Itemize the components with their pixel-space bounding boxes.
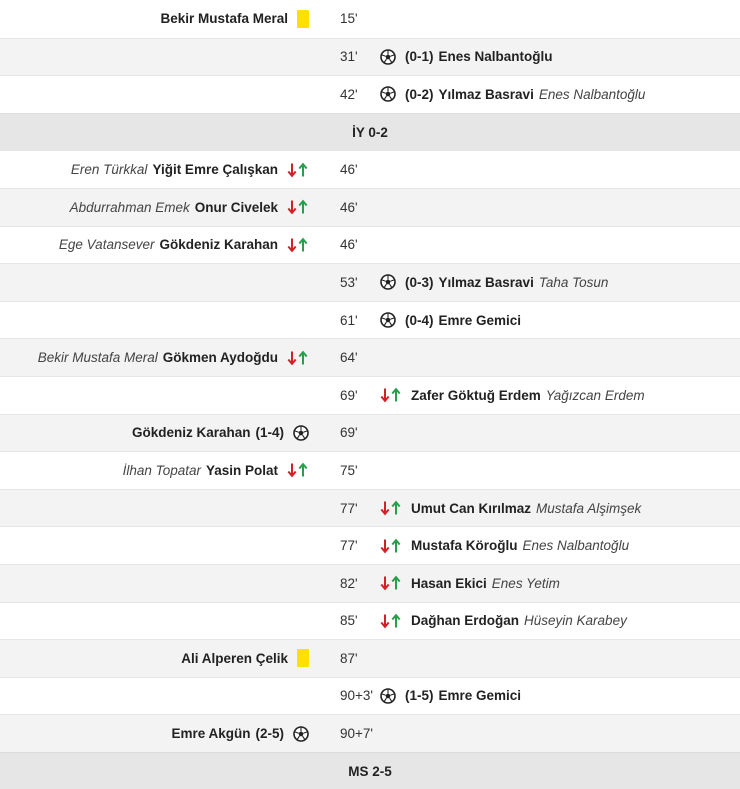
event-minute: 69' [340,425,358,441]
substitution-icon [287,462,309,478]
goal-score: (0-3) [405,274,434,290]
away-event [380,302,521,339]
home-event [123,452,309,489]
event-row [0,714,740,752]
event-row [0,226,740,264]
event-minute: 77' [340,500,358,516]
event-row [0,263,740,301]
event-minute: 46' [340,199,358,215]
period-score: MS 2-5 [348,763,392,779]
player-in-name: Gökmen Aydoğdu [162,350,278,366]
substitution-icon [380,575,402,591]
substitution-icon [287,199,309,215]
scorer-name: Emre Gemici [438,312,522,328]
yellow-card-icon [297,649,309,667]
substitution-icon [380,500,402,516]
period-score: İY 0-2 [352,124,388,140]
event-row [0,451,740,489]
football-icon [380,86,396,102]
home-event [132,415,309,452]
football-icon [293,425,309,441]
event-minute: 53' [340,274,358,290]
away-event [380,565,560,602]
booked-player-name: Ali Alperen Çelik [181,650,288,666]
yellow-card-icon [297,10,309,28]
event-minute: 42' [340,86,358,102]
player-out-name: Bekir Mustafa Meral [37,350,158,366]
football-icon [293,726,309,742]
event-row [0,414,740,452]
substitution-icon [287,350,309,366]
away-event [380,76,645,113]
substitution-icon [287,237,309,253]
event-minute: 15' [340,11,358,27]
event-row [0,75,740,113]
away-event [380,678,521,715]
goal-score: (1-5) [405,688,434,704]
player-out-name: Ege Vatansever [58,237,155,253]
player-in-name: Zafer Göktuğ Erdem [411,387,541,403]
home-event [38,339,309,376]
substitution-icon [287,162,309,178]
event-row [0,489,740,527]
event-minute: 90+3' [340,688,373,704]
event-row [0,602,740,640]
event-row [0,526,740,564]
player-out-name: Mustafa Alşimşek [536,500,642,516]
event-minute: 64' [340,350,358,366]
event-minute: 77' [340,538,358,554]
substitution-icon [380,387,402,403]
football-icon [380,274,396,290]
player-in-name: Umut Can Kırılmaz [411,500,532,516]
player-in-name: Mustafa Köroğlu [411,538,518,554]
event-row [0,0,740,38]
home-event [181,640,309,677]
event-minute: 90+7' [340,726,373,742]
scorer-name: Yılmaz Basravi [438,86,534,102]
scorer-name: Emre Gemici [438,688,522,704]
goal-score: (0-4) [405,312,434,328]
event-minute: 75' [340,462,358,478]
event-row [0,301,740,339]
assist-name: Enes Nalbantoğlu [538,86,646,102]
away-event [380,377,645,414]
scorer-name: Enes Nalbantoğlu [438,49,553,65]
booked-player-name: Bekir Mustafa Meral [160,11,288,27]
player-out-name: Enes Yetim [491,575,560,591]
scorer-name: Yılmaz Basravi [438,274,534,290]
substitution-icon [380,538,402,554]
goal-score: (1-4) [255,425,284,441]
home-event [59,227,309,264]
goal-score: (0-1) [405,49,434,65]
football-icon [380,49,396,65]
goal-score: (2-5) [255,726,284,742]
home-event [160,0,309,38]
away-event [380,603,627,640]
player-out-name: Hüseyin Karabey [524,613,627,629]
scorer-name: Emre Akgün [171,726,251,742]
assist-name: Taha Tosun [538,274,609,290]
player-in-name: Hasan Ekici [411,575,487,591]
football-icon [380,688,396,704]
event-minute: 31' [340,49,358,65]
event-row [0,338,740,376]
event-row [0,38,740,76]
event-row [0,639,740,677]
home-event [71,151,309,188]
event-minute: 61' [340,312,358,328]
football-icon [380,312,396,328]
event-minute: 46' [340,237,358,253]
player-out-name: Abdurrahman Emek [69,199,190,215]
event-minute: 82' [340,575,358,591]
player-out-name: İlhan Topatar [122,462,201,478]
event-row [0,188,740,226]
home-event [70,189,309,226]
player-in-name: Dağhan Erdoğan [411,613,520,629]
player-in-name: Gökdeniz Karahan [159,237,278,253]
event-row [0,564,740,602]
substitution-icon [380,613,402,629]
player-in-name: Yasin Polat [205,462,278,478]
event-row [0,376,740,414]
goal-score: (0-2) [405,86,434,102]
period-row [0,113,740,151]
player-out-name: Enes Nalbantoğlu [522,538,630,554]
event-minute: 85' [340,613,358,629]
event-minute: 87' [340,650,358,666]
scorer-name: Gökdeniz Karahan [131,425,251,441]
away-event [380,490,641,527]
period-row [0,752,740,789]
player-out-name: Yağızcan Erdem [545,387,645,403]
away-event [380,39,553,76]
player-in-name: Yiğit Emre Çalışkan [152,162,278,178]
event-minute: 46' [340,162,358,178]
away-event [380,264,608,301]
away-event [380,527,629,564]
event-minute: 69' [340,387,358,403]
player-out-name: Eren Türkkal [70,162,148,178]
event-row [0,677,740,715]
player-in-name: Onur Civelek [194,199,278,215]
home-event [171,715,309,752]
event-row [0,150,740,188]
